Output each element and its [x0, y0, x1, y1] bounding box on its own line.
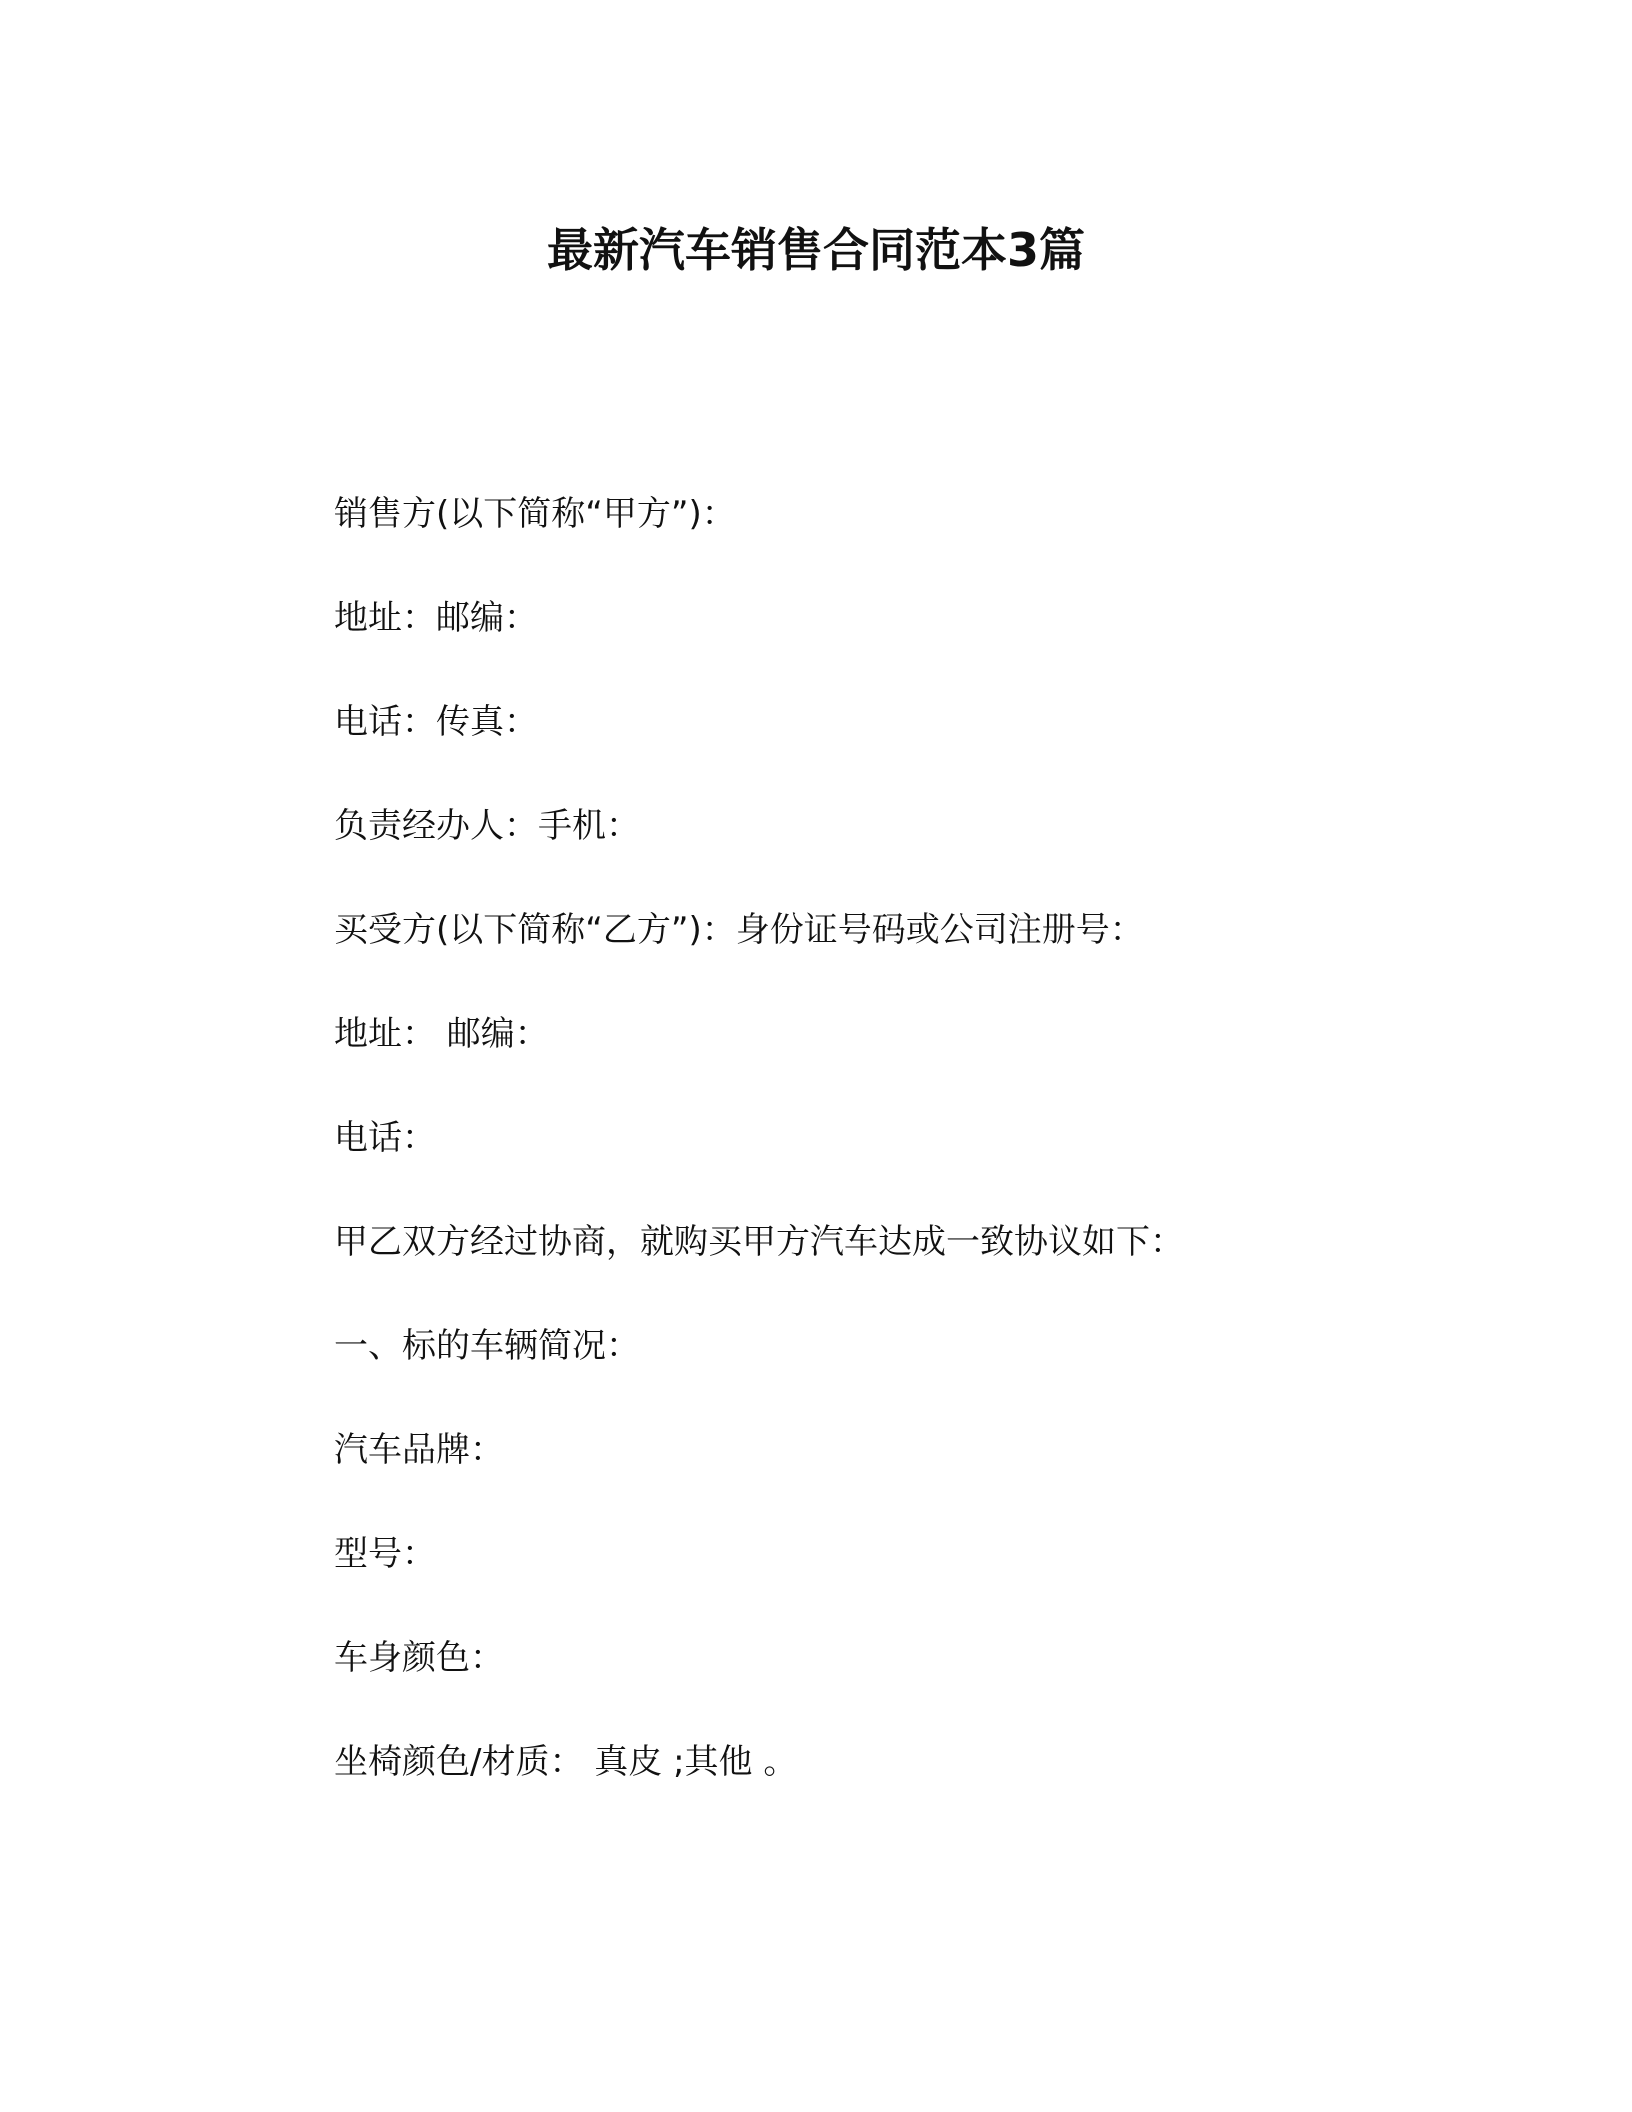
- buyer-line: 买受方(以下简称“乙方”)：身份证号码或公司注册号：: [334, 910, 1144, 950]
- car-brand-line: 汽车品牌：: [334, 1430, 504, 1470]
- body-color-line: 车身颜色：: [334, 1638, 504, 1678]
- seat-color-material-line: 坐椅颜色/材质： 真皮 ;其他 。: [334, 1742, 798, 1782]
- agreement-intro-line: 甲乙双方经过协商，就购买甲方汽车达成一致协议如下：: [334, 1222, 1184, 1262]
- seller-address-line: 地址：邮编：: [334, 598, 538, 638]
- seller-phone-line: 电话：传真：: [334, 702, 538, 742]
- buyer-phone-line: 电话：: [334, 1118, 436, 1158]
- seller-line: 销售方(以下简称“甲方”)：: [334, 494, 736, 534]
- contract-body: [334, 490, 1334, 1842]
- car-model-line: 型号：: [334, 1534, 436, 1574]
- section-heading-vehicle: 一、标的车辆简况：: [334, 1326, 640, 1366]
- document-title: 最新汽车销售合同范本3篇: [546, 223, 1085, 277]
- seller-agent-line: 负责经办人：手机：: [334, 806, 640, 846]
- buyer-address-line: 地址： 邮编：: [334, 1014, 549, 1054]
